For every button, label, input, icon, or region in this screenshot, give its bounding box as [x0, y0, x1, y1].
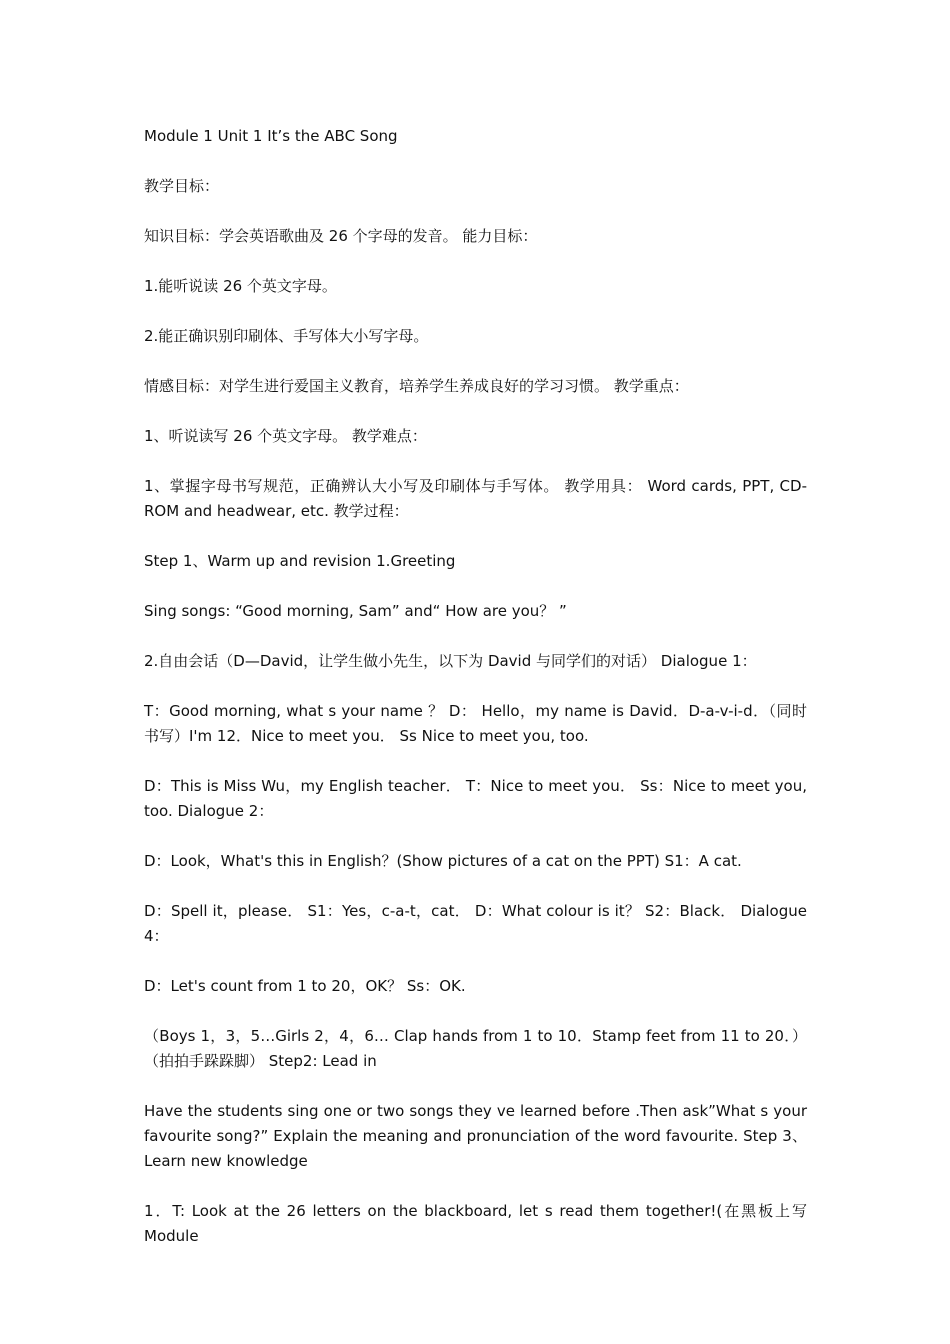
- paragraph: D：Let's count from 1 to 20，OK？ Ss：OK.: [144, 977, 466, 995]
- paragraph: 1、掌握字母书写规范，正确辨认大小写及印刷体与手写体。 教学用具： Word cards, PPT, CD-ROM and headwear, etc. 教学过程：: [144, 477, 807, 520]
- paragraph: （Boys 1，3，5…Girls 2，4，6… Clap hands from 1 to 10．Stamp feet from 11 to 20．）（拍拍手跺跺脚） Step2: Lead in: [144, 1027, 807, 1070]
- document-title: Module 1 Unit 1 It’s the ABC Song: [144, 127, 398, 145]
- paragraph: 1.能听说读 26 个英文字母。: [144, 277, 337, 295]
- document-body: [144, 124, 807, 1274]
- paragraph: 知识目标：学会英语歌曲及 26 个字母的发音。 能力目标：: [144, 227, 538, 245]
- paragraph: D：Look，What's this in English？(Show pictures of a cat on the PPT) S1：A cat.: [144, 852, 742, 870]
- paragraph: Step 1、Warm up and revision 1.Greeting: [144, 552, 456, 570]
- paragraph: T：Good morning, what s your name ？ D： Hello，my name is David．D-a-v-i-d．（同时书写）I'm 12．Nice to meet you． Ss Nice to meet you, too.: [144, 702, 807, 745]
- paragraph: Have the students sing one or two songs they ve learned before .Then ask”What s your favourite song?” Explain the meaning and pronunciation of the word favourite. Step 3、Learn new knowledge: [144, 1102, 807, 1170]
- paragraph: 教学目标：: [144, 177, 220, 195]
- paragraph: 情感目标：对学生进行爱国主义教育，培养学生养成良好的学习习惯。 教学重点：: [144, 377, 689, 395]
- paragraph: D：This is Miss Wu，my English teacher． T：Nice to meet you． Ss：Nice to meet you, too. Dialogue 2：: [144, 777, 807, 820]
- paragraph: Sing songs: “Good morning, Sam” and“ How are you？ ”: [144, 602, 567, 620]
- paragraph: 1．T: Look at the 26 letters on the blackboard, let s read them together!(在黑板上写 Module: [144, 1202, 807, 1245]
- paragraph: D：Spell it，please． S1：Yes，c-a-t，cat． D：What colour is it？ S2：Black． Dialogue 4：: [144, 902, 807, 945]
- paragraph: 2.能正确识别印刷体、手写体大小写字母。: [144, 327, 429, 345]
- paragraph: 1、听说读写 26 个英文字母。 教学难点：: [144, 427, 427, 445]
- paragraph: 2.自由会话（D—David，让学生做小先生，以下为 David 与同学们的对话） Dialogue 1：: [144, 652, 757, 670]
